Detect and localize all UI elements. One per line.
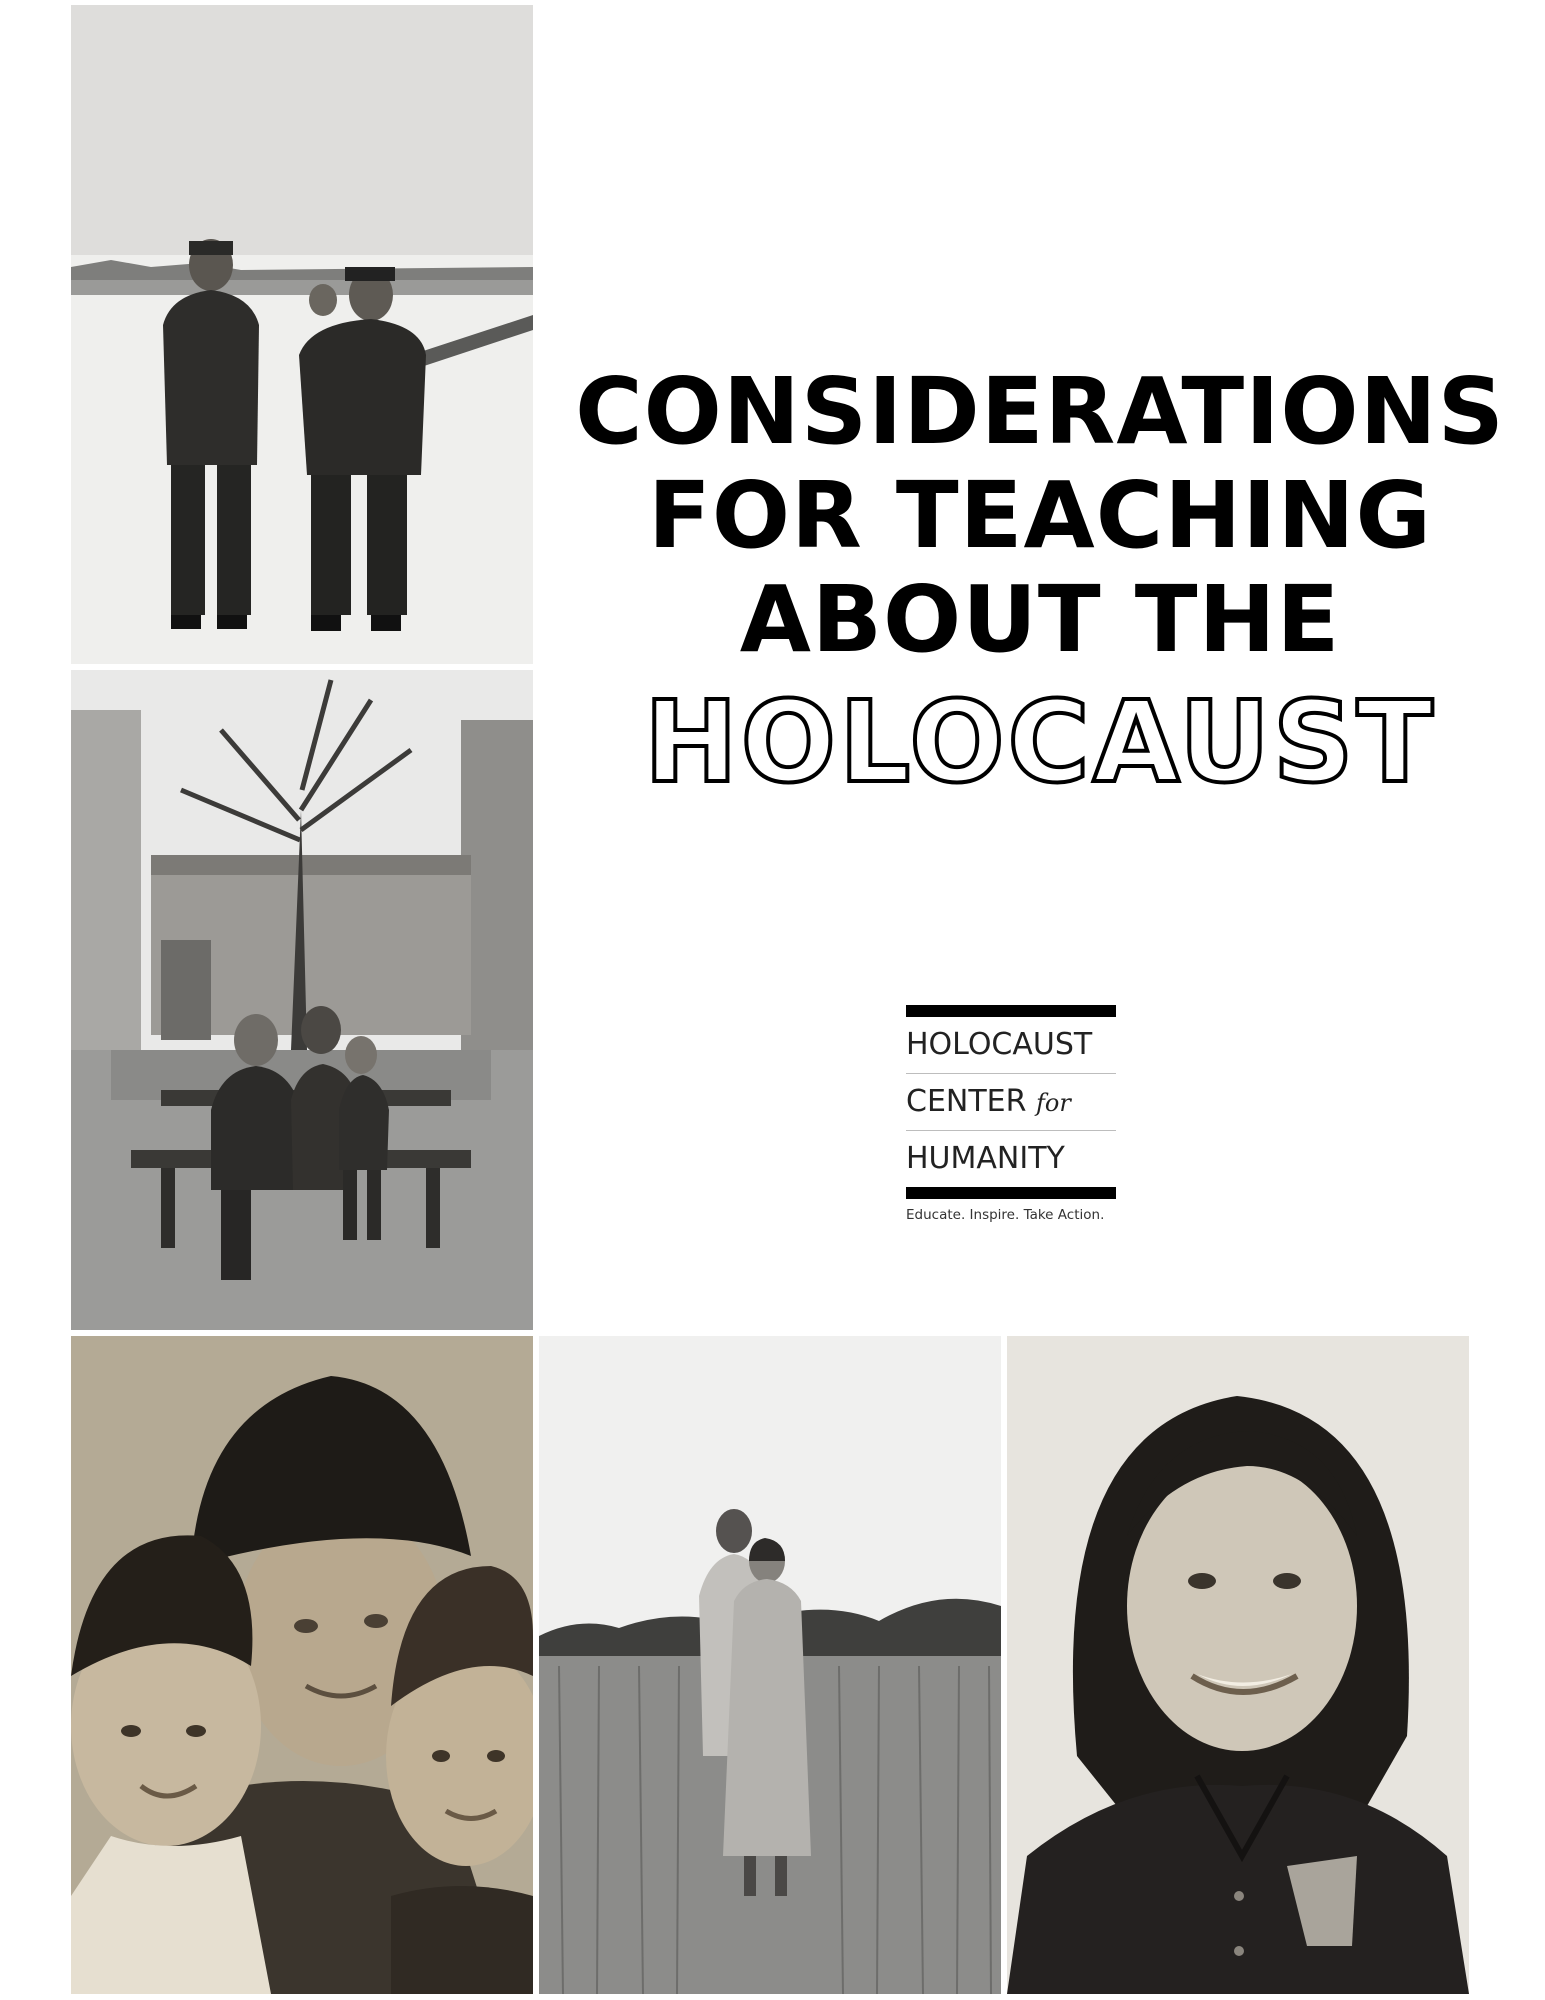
logo-tagline: Educate. Inspire. Take Action. (906, 1207, 1105, 1223)
logo-bottom-bar (906, 1187, 1116, 1199)
photo-couple-in-field (539, 1336, 1001, 1994)
title-line-3: ABOUT THE (739, 566, 1341, 673)
photo-young-woman-portrait (1007, 1336, 1469, 1994)
photo-family-on-bench (71, 670, 533, 1330)
logo-line-1: HOLOCAUST (906, 1017, 1116, 1074)
cover-title (560, 360, 1520, 808)
title-outline-word: HOLOCAUST (644, 678, 1436, 808)
logo-top-bar (906, 1005, 1116, 1017)
logo-line-3: HUMANITY (906, 1141, 1065, 1176)
photo-mother-and-sons (71, 1336, 533, 1994)
title-line-1: CONSIDERATIONS (575, 358, 1505, 465)
logo-line-2 (906, 1074, 1116, 1131)
logo-line-2-small: for (1036, 1089, 1071, 1117)
photo-ice-skaters (71, 5, 533, 664)
title-line-2: FOR TEACHING (648, 462, 1432, 569)
logo-line-2-main: CENTER (906, 1084, 1027, 1119)
organization-logo (906, 1005, 1116, 1223)
